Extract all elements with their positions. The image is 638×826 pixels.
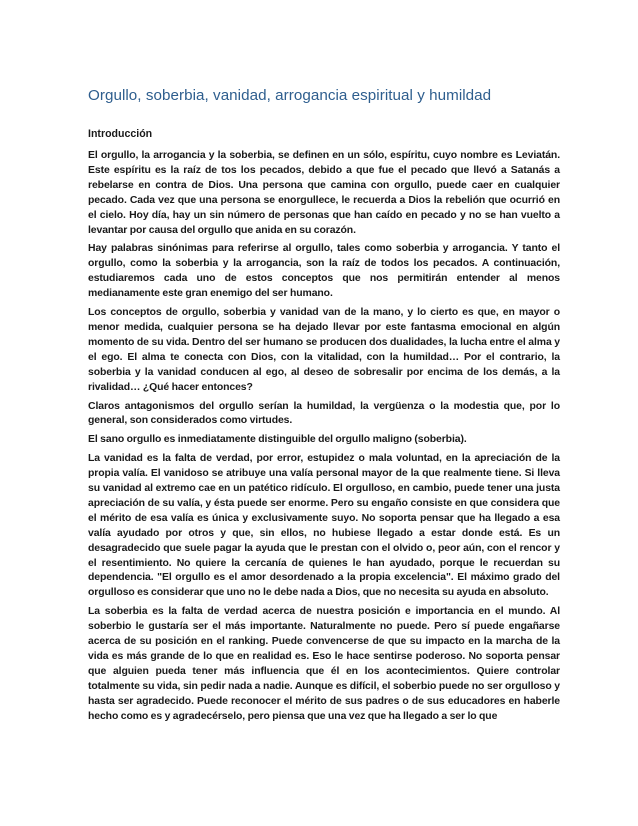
- paragraph-1: El orgullo, la arrogancia y la soberbia, se definen en un sólo, espíritu, cuyo nombre es Leviatán. Este espíritu es la raíz de tos los pecados, debido a que fue el pecado que llevó a Satanás a rebelarse en contra de Dios. Una persona que camina con orgullo, puede caer en cualquier pecado. Cada vez que una persona se enorgullece, le recuerda a Dios la rebelión que ocurrió en el cielo. Hoy día, hay un sin número de personas que han caído en pecado y no se han vuelto a levantar por causa del orgullo que anida en su corazón.: [88, 150, 560, 236]
- paragraph-6: La vanidad es la falta de verdad, por error, estupidez o mala voluntad, en la apreciación de la propia valía. El vanidoso se atribuye una valía personal mayor de la que realmente tiene. Si lleva su vanidad al extremo cae en un patético ridículo. El orgulloso, en cambio, puede tener una justa apreciación de su valía, y ésta puede ser enorme. Pero su engaño consiste en que considera que el mérito de esa valía es única y exclusivamente suyo. No soporta pensar que ha llegado a esa valía ayudado por otros y que, sin ellos, no hubiese llegado a estar donde está. Es un desagradecido que suele pagar la ayuda que le prestan con el olvido o, peor aún, con el rencor y el resentimiento. No quiere la cercanía de quienes le han ayudado, porque le recuerdan su dependencia. "El orgullo es el amor desordenado a la propia excelencia". El máximo grado del orgulloso es considerar que uno no le debe nada a Dios, que no necesita su ayuda en absoluto.: [88, 453, 560, 599]
- paragraph-7: La soberbia es la falta de verdad acerca de nuestra posición e importancia en el mundo. Al soberbio le gustaría ser el más importante. Naturalmente no puede. Pero sí puede engañarse acerca de su posición en el ranking. Puede convencerse de que su impacto en la marcha de la vida es más grande de lo que en realidad es. Eso le hace sentirse poderoso. No soporta pensar que alguien pueda tener más influencia que él en los acontecimientos. Quiere controlar totalmente su vida, sin pedir nada a nadie. Aunque es difícil, el soberbio puede no ser orgulloso y hasta ser agradecido. Puede reconocer el mérito de sus padres o de sus educadores en haberle hecho como es y agradecérselo, pero piensa que una vez que ha llegado a ser lo que: [88, 606, 560, 722]
- section-heading-introduccion: Introducción: [88, 128, 153, 140]
- paragraph-4: Claros antagonismos del orgullo serían la humildad, la vergüenza o la modestia que, por lo general, son considerados como virtudes.: [88, 400, 560, 427]
- document-title: Orgullo, soberbia, vanidad, arrogancia espiritual y humildad: [88, 87, 492, 104]
- paragraph-5: El sano orgullo es inmediatamente distinguible del orgullo maligno (soberbia).: [88, 434, 467, 446]
- paragraph-3: Los conceptos de orgullo, soberbia y vanidad van de la mano, y lo cierto es que, en mayor o menor medida, cualquier persona se ha dejado llevar por este fantasma emocional en algún momento de su vida. Dentro del ser humano se producen dos dualidades, la lucha entre el alma y el ego. El alma te conecta con Dios, con la vitalidad, con la humildad… Por el contrario, la soberbia y la vanidad conducen al ego, al deseo de sobresalir por encima de los demás, a la rivalidad… ¿Qué hacer entonces?: [88, 307, 560, 393]
- paragraph-2: Hay palabras sinónimas para referirse al orgullo, tales como soberbia y arrogancia. Y tanto el orgullo, como la soberbia y la arrogancia, son la raíz de todos los pecados. A continuación, estudiaremos cada uno de estos conceptos que nos permitirán entender al menos medianamente este gran enemigo del ser humano.: [88, 243, 560, 300]
